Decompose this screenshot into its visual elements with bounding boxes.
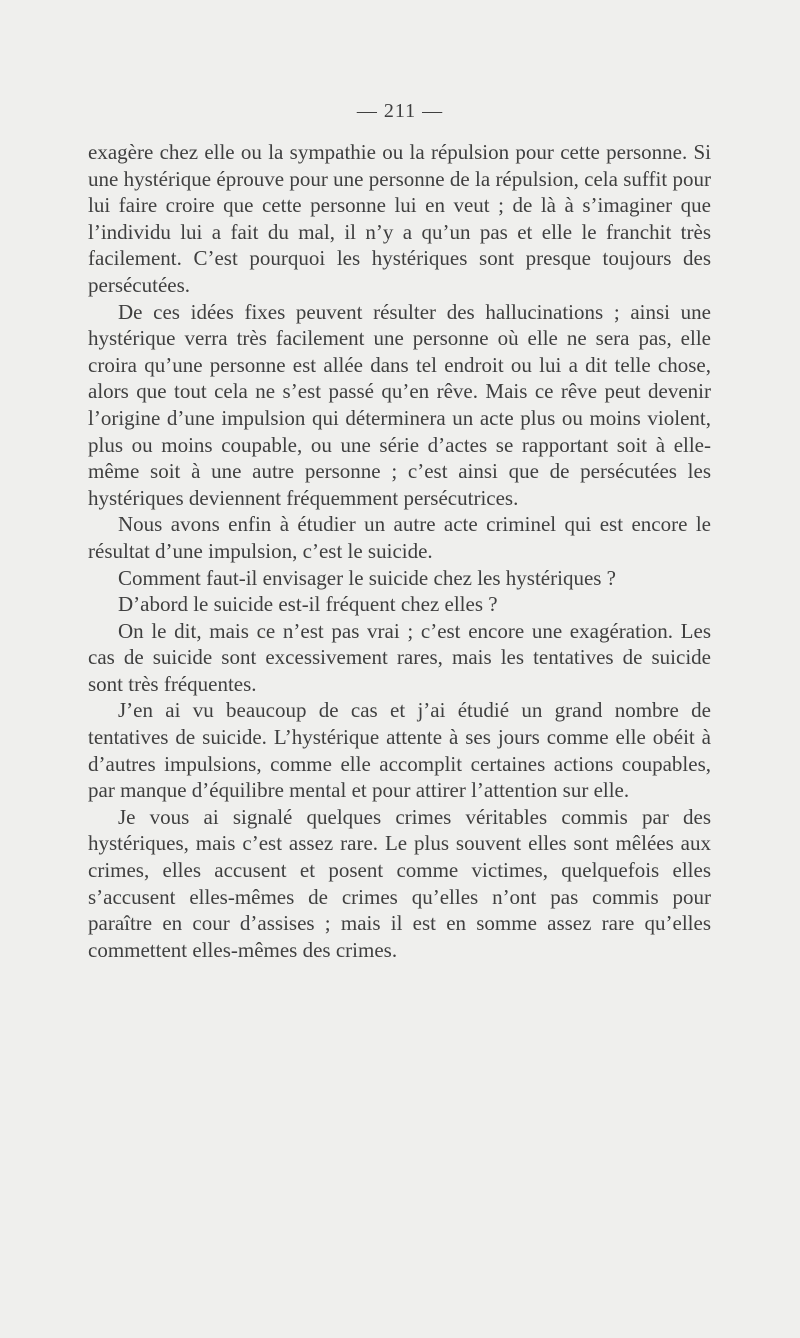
paragraph: De ces idées fixes peuvent résulter des hallucinations ; ainsi une hystérique verra très facilement une personne où elle ne sera pas, elle croira qu’une personne est allée dans tel endroit ou lui a dit telle chose, alors que tout cela ne s’est passé qu’en rêve. Mais ce rêve peut devenir l’origine d’une impulsion qui déterminera un acte plus ou moins violent, plus ou moins coupable, ou une série d’actes se rapportant soit à elle-même soit à une autre personne ; c’est ainsi que de persécutées les hystériques deviennent fréquemment persécutrices. (88, 299, 711, 510)
paragraph: exagère chez elle ou la sympathie ou la répulsion pour cette personne. Si une hystérique éprouve pour une personne de la répulsion, cela suffit pour lui faire croire que cette personne lui en veut ; de là à s’imaginer que l’individu lui a fait du mal, il n’y a qu’un pas et elle le franchit très facilement. C’est pourquoi les hystériques sont presque toujours des persécutées. (88, 140, 711, 297)
paragraph: Nous avons enfin à étudier un autre acte criminel qui est encore le résultat d’une impulsion, c’est le suicide. (88, 512, 711, 563)
paragraph: On le dit, mais ce n’est pas vrai ; c’est encore une exagération. Les cas de suicide sont excessivement rares, mais les tentatives de suicide sont très fréquentes. (88, 618, 711, 696)
page-number: — 211 — (356, 100, 444, 122)
body-text (88, 139, 711, 963)
paragraph: D’abord le suicide est-il fréquent chez elles ? (118, 592, 498, 617)
paragraph: Je vous ai signalé quelques crimes véritables commis par des hystériques, mais c’est assez rare. Le plus souvent elles sont mêlées aux crimes, elles accusent et posent comme victimes, quelquefois elles s’accusent elles-mêmes de crimes qu’elles n’ont pas commis pour paraître en cour d’assises ; mais il est en somme assez rare qu’elles commettent elles-mêmes des crimes. (88, 804, 711, 962)
paragraph: J’en ai vu beaucoup de cas et j’ai étudié un grand nombre de tentatives de suicide. L’hystérique attente à ses jours comme elle obéit à d’autres impulsions, comme elle accomplit certaines actions coupables, par manque d’équilibre mental et pour attirer l’attention sur elle. (88, 698, 711, 803)
paragraph: Comment faut-il envisager le suicide chez les hystériques ? (118, 565, 617, 590)
